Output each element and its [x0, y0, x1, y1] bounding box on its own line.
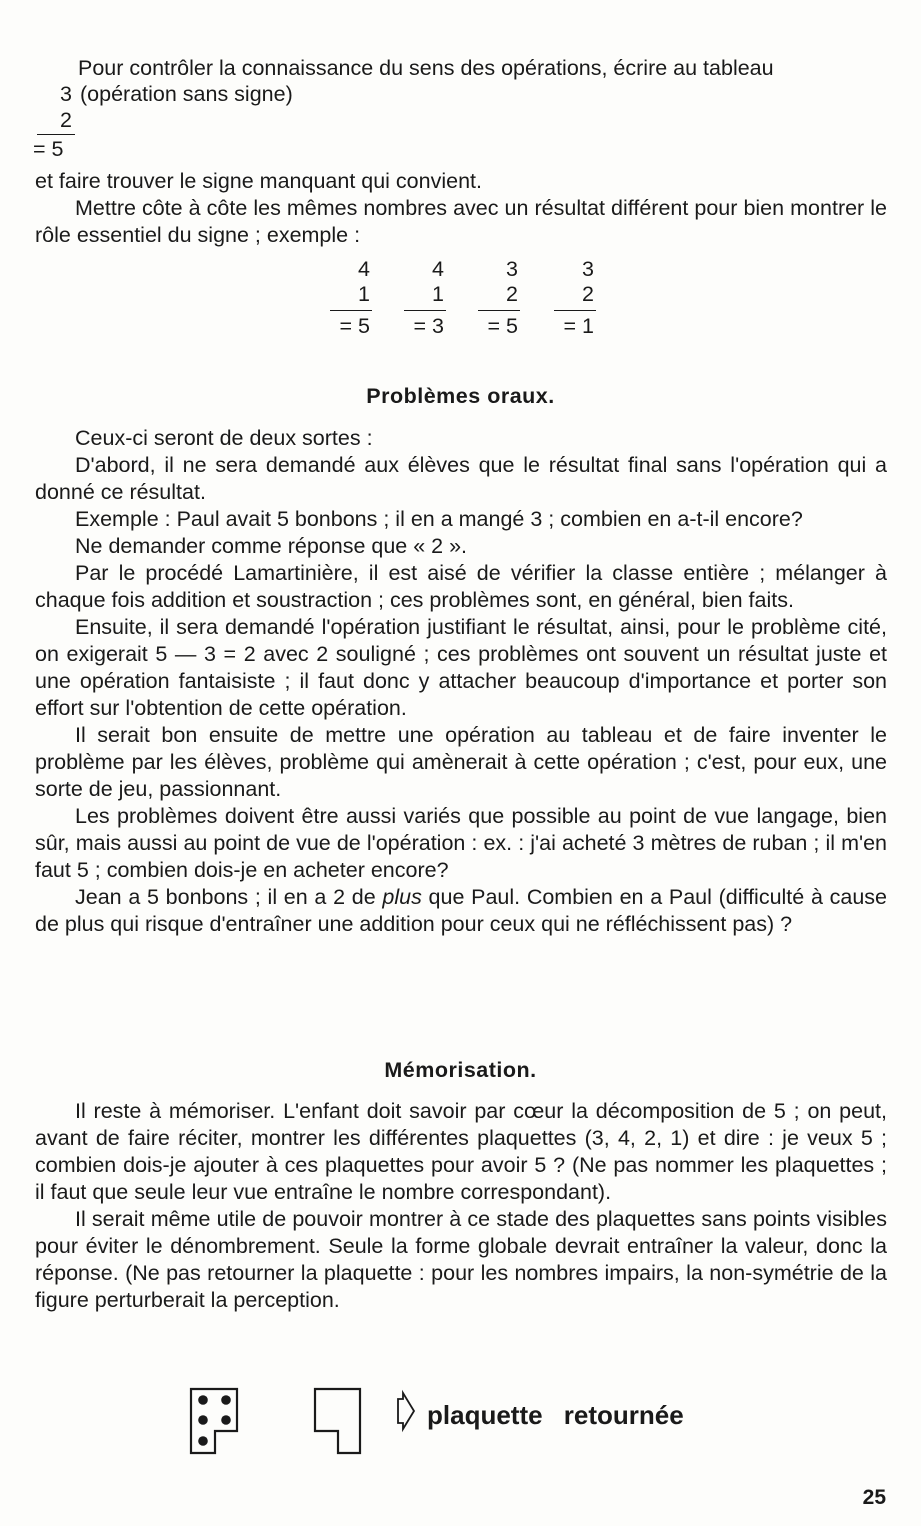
- stack-bottom: 2: [60, 108, 72, 132]
- dot: [198, 1395, 208, 1405]
- intro-line-1: Pour contrôler la connaissance du sens des opérations, écrire au tableau: [78, 56, 774, 80]
- example-4-bottom: 2: [582, 282, 594, 306]
- paragraph: Il serait bon ensuite de mettre une opération au tableau et de faire inventer le problème par les élèves, problème qui amènerait à cette opération ; c'est, pour eux, une sorte de jeu, passionnant.: [35, 723, 887, 801]
- example-3-result: = 5: [487, 314, 518, 338]
- arrow-icon: [398, 1393, 414, 1429]
- plaquette-blank: [315, 1389, 360, 1453]
- paragraph: Ceux-ci seront de deux sortes :: [75, 426, 373, 450]
- paragraph: Par le procédé Lamartinière, il est aisé de vérifier la classe entière ; mélanger à chaque fois addition et soustraction ; ces problèmes sont, en général, bien faits.: [35, 561, 887, 612]
- intro-para-2: Mettre côte à côte les mêmes nombres avec un résultat différent pour bien montrer le rôle essentiel du signe ; exemple :: [35, 196, 887, 247]
- paragraph: Ne demander comme réponse que « 2 ».: [75, 534, 468, 558]
- dot: [198, 1436, 208, 1446]
- dot: [221, 1395, 231, 1405]
- dot: [221, 1415, 231, 1425]
- section-heading-memorisation: Mémorisation.: [384, 1058, 537, 1082]
- example-4-top: 3: [582, 257, 594, 281]
- example-2-bottom: 1: [432, 282, 444, 306]
- example-1-bottom: 1: [358, 282, 370, 306]
- example-4-result: = 1: [563, 314, 594, 338]
- example-2-result: = 3: [413, 314, 444, 338]
- paragraph: Jean a 5 bonbons ; il en a 2 de plus que Paul. Combien en a Paul (difficulté à cause de plus qui risque d'entraîner une addition pour ceux qui ne réfléchissent pas) ?: [35, 885, 887, 936]
- page-number: 25: [862, 1486, 886, 1509]
- intro-line-2: et faire trouver le signe manquant qui convient.: [35, 169, 482, 193]
- example-2-top: 4: [432, 257, 444, 281]
- paragraph: Ensuite, il sera demandé l'opération justifiant le résultat, ainsi, pour le problème cité, on exigerait 5 — 3 = 2 avec 2 souligné ; ces problèmes ont souvent un résultat juste et une opération fantaisiste ; il faut donc y attacher beaucoup d'importance et porter son effort sur l'obtention de cette opération.: [35, 615, 887, 720]
- dot: [198, 1415, 208, 1425]
- example-3-top: 3: [506, 257, 518, 281]
- stack-result: = 5: [33, 137, 64, 161]
- figure-label: plaquette retournée: [427, 1400, 684, 1430]
- paragraph: Il reste à mémoriser. L'enfant doit savoir par cœur la décomposition de 5 ; on peut, avant de faire réciter, montrer les différentes plaquettes (3, 4, 2, 1) et dire : je veux 5 ; combien dois-je ajouter à ces plaquettes pour avoir 5 ? (Ne pas nommer les plaquettes ; il faut que seule leur vue entraîne le nombre correspondant).: [35, 1099, 887, 1204]
- stack-top-note: (opération sans signe): [80, 82, 293, 106]
- paragraph: D'abord, il ne sera demandé aux élèves que le résultat final sans l'opération qui a donné ce résultat.: [35, 453, 887, 504]
- section-heading-problemes: Problèmes oraux.: [366, 384, 555, 408]
- example-1-result: = 5: [339, 314, 370, 338]
- paragraph: Exemple : Paul avait 5 bonbons ; il en a mangé 3 ; combien en a-t-il encore?: [75, 507, 803, 531]
- stack-top: 3: [60, 82, 72, 106]
- example-1-top: 4: [358, 257, 370, 281]
- paragraph: Il serait même utile de pouvoir montrer à ce stade des plaquettes sans points visibles pour éviter le dénombrement. Seule la forme globale devrait entraîner la valeur, donc la réponse. (Ne pas retourner la plaquette : pour les nombres impairs, la non-symétrie de la figure perturberait la perception.: [35, 1207, 887, 1312]
- example-3-bottom: 2: [506, 282, 518, 306]
- paragraph: Les problèmes doivent être aussi variés que possible au point de vue langage, bien sûr, mais aussi au point de vue de l'opération : ex. : j'ai acheté 3 mètres de ruban ; il m'en faut 5 ; combien dois-je en acheter encore?: [35, 804, 887, 882]
